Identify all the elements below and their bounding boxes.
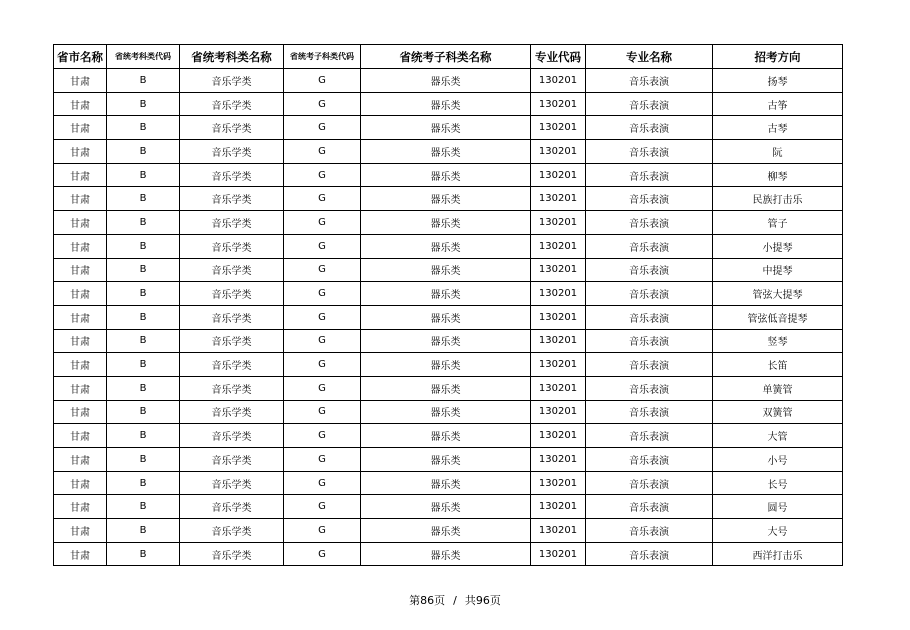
cell-category-name: 音乐学类 (180, 305, 284, 329)
cell-category-code: B (107, 282, 180, 306)
cell-major-code: 130201 (531, 519, 586, 543)
cell-subcategory-name: 器乐类 (361, 116, 531, 140)
cell-category-name: 音乐学类 (180, 234, 284, 258)
cell-subcategory-code: G (284, 329, 361, 353)
cell-category-name: 音乐学类 (180, 329, 284, 353)
cell-province: 甘肃 (54, 448, 107, 472)
cell-subcategory-code: G (284, 495, 361, 519)
cell-province: 甘肃 (54, 376, 107, 400)
table-row (54, 140, 843, 164)
cell-subcategory-name: 器乐类 (361, 400, 531, 424)
cell-subcategory-code: G (284, 258, 361, 282)
cell-subcategory-name: 器乐类 (361, 163, 531, 187)
cell-major-code: 130201 (531, 448, 586, 472)
cell-major-code: 130201 (531, 305, 586, 329)
cell-category-name: 音乐学类 (180, 448, 284, 472)
cell-direction: 中提琴 (713, 258, 843, 282)
cell-subcategory-name: 器乐类 (361, 211, 531, 235)
table-row (54, 376, 843, 400)
cell-category-code: B (107, 424, 180, 448)
cell-subcategory-code: G (284, 69, 361, 93)
cell-subcategory-code: G (284, 163, 361, 187)
header-province: 省市名称 (54, 45, 107, 69)
table-row (54, 400, 843, 424)
cell-province: 甘肃 (54, 471, 107, 495)
cell-category-code: B (107, 140, 180, 164)
cell-category-name: 音乐学类 (180, 140, 284, 164)
cell-major-code: 130201 (531, 92, 586, 116)
cell-major-code: 130201 (531, 163, 586, 187)
cell-direction: 西洋打击乐 (713, 542, 843, 566)
table-row (54, 211, 843, 235)
cell-category-name: 音乐学类 (180, 258, 284, 282)
cell-province: 甘肃 (54, 258, 107, 282)
table-row (54, 495, 843, 519)
cell-direction: 长号 (713, 471, 843, 495)
cell-direction: 小号 (713, 448, 843, 472)
cell-category-code: B (107, 495, 180, 519)
cell-major-name: 音乐表演 (586, 519, 713, 543)
cell-major-code: 130201 (531, 258, 586, 282)
cell-category-name: 音乐学类 (180, 353, 284, 377)
cell-category-name: 音乐学类 (180, 116, 284, 140)
table-body (54, 69, 843, 566)
cell-category-name: 音乐学类 (180, 471, 284, 495)
cell-category-name: 音乐学类 (180, 69, 284, 93)
cell-subcategory-name: 器乐类 (361, 353, 531, 377)
data-table (53, 44, 843, 566)
cell-major-code: 130201 (531, 329, 586, 353)
cell-category-name: 音乐学类 (180, 211, 284, 235)
cell-subcategory-code: G (284, 187, 361, 211)
cell-major-code: 130201 (531, 424, 586, 448)
cell-major-name: 音乐表演 (586, 471, 713, 495)
cell-subcategory-name: 器乐类 (361, 542, 531, 566)
cell-category-code: B (107, 329, 180, 353)
cell-category-name: 音乐学类 (180, 163, 284, 187)
cell-subcategory-name: 器乐类 (361, 69, 531, 93)
cell-category-name: 音乐学类 (180, 187, 284, 211)
cell-major-name: 音乐表演 (586, 258, 713, 282)
table-row (54, 542, 843, 566)
table-row (54, 69, 843, 93)
cell-subcategory-code: G (284, 211, 361, 235)
cell-major-name: 音乐表演 (586, 282, 713, 306)
cell-subcategory-code: G (284, 376, 361, 400)
cell-subcategory-name: 器乐类 (361, 519, 531, 543)
table-row (54, 424, 843, 448)
table-row (54, 116, 843, 140)
cell-major-name: 音乐表演 (586, 424, 713, 448)
cell-subcategory-code: G (284, 542, 361, 566)
cell-province: 甘肃 (54, 211, 107, 235)
cell-category-code: B (107, 305, 180, 329)
cell-major-name: 音乐表演 (586, 116, 713, 140)
page-current: 第86页 (409, 594, 446, 607)
cell-province: 甘肃 (54, 400, 107, 424)
cell-subcategory-name: 器乐类 (361, 92, 531, 116)
cell-major-name: 音乐表演 (586, 234, 713, 258)
cell-direction: 柳琴 (713, 163, 843, 187)
cell-major-code: 130201 (531, 140, 586, 164)
cell-subcategory-name: 器乐类 (361, 448, 531, 472)
cell-category-code: B (107, 234, 180, 258)
cell-direction: 古筝 (713, 92, 843, 116)
cell-subcategory-code: G (284, 400, 361, 424)
cell-subcategory-name: 器乐类 (361, 187, 531, 211)
cell-category-name: 音乐学类 (180, 495, 284, 519)
cell-major-name: 音乐表演 (586, 376, 713, 400)
cell-major-code: 130201 (531, 495, 586, 519)
cell-subcategory-code: G (284, 116, 361, 140)
table-row (54, 305, 843, 329)
cell-category-name: 音乐学类 (180, 376, 284, 400)
cell-category-code: B (107, 400, 180, 424)
cell-province: 甘肃 (54, 495, 107, 519)
cell-category-name: 音乐学类 (180, 400, 284, 424)
cell-direction: 扬琴 (713, 69, 843, 93)
cell-direction: 管弦低音提琴 (713, 305, 843, 329)
cell-major-code: 130201 (531, 234, 586, 258)
cell-subcategory-name: 器乐类 (361, 424, 531, 448)
cell-major-name: 音乐表演 (586, 140, 713, 164)
cell-subcategory-name: 器乐类 (361, 282, 531, 306)
cell-major-code: 130201 (531, 116, 586, 140)
cell-province: 甘肃 (54, 163, 107, 187)
cell-major-code: 130201 (531, 400, 586, 424)
cell-subcategory-code: G (284, 305, 361, 329)
cell-category-code: B (107, 211, 180, 235)
cell-province: 甘肃 (54, 92, 107, 116)
cell-direction: 古琴 (713, 116, 843, 140)
cell-direction: 大管 (713, 424, 843, 448)
cell-major-code: 130201 (531, 187, 586, 211)
cell-category-code: B (107, 163, 180, 187)
cell-major-name: 音乐表演 (586, 69, 713, 93)
cell-direction: 管弦大提琴 (713, 282, 843, 306)
page-total: 共96页 (464, 594, 501, 607)
table-row (54, 163, 843, 187)
cell-major-code: 130201 (531, 69, 586, 93)
cell-province: 甘肃 (54, 140, 107, 164)
cell-major-code: 130201 (531, 471, 586, 495)
header-category-code: 省统考科类代码 (107, 45, 180, 69)
cell-category-code: B (107, 471, 180, 495)
header-subcategory-name: 省统考子科类名称 (361, 45, 531, 69)
cell-major-name: 音乐表演 (586, 400, 713, 424)
cell-major-name: 音乐表演 (586, 448, 713, 472)
cell-direction: 圆号 (713, 495, 843, 519)
cell-province: 甘肃 (54, 234, 107, 258)
cell-category-code: B (107, 187, 180, 211)
table-row (54, 92, 843, 116)
cell-subcategory-code: G (284, 424, 361, 448)
cell-direction: 双簧管 (713, 400, 843, 424)
header-major-code: 专业代码 (531, 45, 586, 69)
table-row (54, 329, 843, 353)
cell-province: 甘肃 (54, 542, 107, 566)
table-row (54, 353, 843, 377)
header-subcategory-code: 省统考子科类代码 (284, 45, 361, 69)
cell-subcategory-name: 器乐类 (361, 258, 531, 282)
cell-major-name: 音乐表演 (586, 187, 713, 211)
cell-category-code: B (107, 376, 180, 400)
cell-subcategory-code: G (284, 92, 361, 116)
cell-direction: 民族打击乐 (713, 187, 843, 211)
cell-category-name: 音乐学类 (180, 542, 284, 566)
cell-major-name: 音乐表演 (586, 495, 713, 519)
cell-category-code: B (107, 353, 180, 377)
cell-category-code: B (107, 116, 180, 140)
cell-direction: 单簧管 (713, 376, 843, 400)
cell-category-code: B (107, 519, 180, 543)
cell-direction: 管子 (713, 211, 843, 235)
cell-major-name: 音乐表演 (586, 163, 713, 187)
cell-subcategory-code: G (284, 282, 361, 306)
cell-direction: 大号 (713, 519, 843, 543)
cell-province: 甘肃 (54, 69, 107, 93)
cell-category-name: 音乐学类 (180, 92, 284, 116)
table-row (54, 187, 843, 211)
cell-subcategory-code: G (284, 140, 361, 164)
cell-subcategory-name: 器乐类 (361, 471, 531, 495)
cell-subcategory-code: G (284, 519, 361, 543)
cell-subcategory-name: 器乐类 (361, 234, 531, 258)
header-direction: 招考方向 (713, 45, 843, 69)
cell-major-name: 音乐表演 (586, 211, 713, 235)
table-row (54, 519, 843, 543)
cell-subcategory-name: 器乐类 (361, 305, 531, 329)
cell-direction: 竖琴 (713, 329, 843, 353)
cell-province: 甘肃 (54, 282, 107, 306)
cell-direction: 长笛 (713, 353, 843, 377)
cell-province: 甘肃 (54, 116, 107, 140)
cell-province: 甘肃 (54, 305, 107, 329)
cell-major-code: 130201 (531, 211, 586, 235)
header-major-name: 专业名称 (586, 45, 713, 69)
cell-major-code: 130201 (531, 353, 586, 377)
cell-category-code: B (107, 448, 180, 472)
table-row (54, 234, 843, 258)
table-row (54, 282, 843, 306)
cell-subcategory-code: G (284, 353, 361, 377)
cell-category-code: B (107, 258, 180, 282)
cell-direction: 阮 (713, 140, 843, 164)
cell-major-name: 音乐表演 (586, 542, 713, 566)
cell-major-name: 音乐表演 (586, 92, 713, 116)
cell-major-code: 130201 (531, 542, 586, 566)
cell-category-name: 音乐学类 (180, 519, 284, 543)
cell-category-name: 音乐学类 (180, 282, 284, 306)
cell-direction: 小提琴 (713, 234, 843, 258)
header-row (54, 45, 843, 69)
cell-subcategory-code: G (284, 234, 361, 258)
cell-province: 甘肃 (54, 424, 107, 448)
cell-category-code: B (107, 542, 180, 566)
cell-category-name: 音乐学类 (180, 424, 284, 448)
page-footer (0, 592, 910, 608)
page-separator: / (453, 594, 457, 607)
cell-subcategory-name: 器乐类 (361, 329, 531, 353)
table-row (54, 258, 843, 282)
cell-subcategory-name: 器乐类 (361, 140, 531, 164)
cell-province: 甘肃 (54, 329, 107, 353)
cell-major-code: 130201 (531, 282, 586, 306)
header-category-name: 省统考科类名称 (180, 45, 284, 69)
cell-subcategory-name: 器乐类 (361, 376, 531, 400)
cell-category-code: B (107, 69, 180, 93)
cell-major-name: 音乐表演 (586, 305, 713, 329)
cell-subcategory-code: G (284, 471, 361, 495)
cell-province: 甘肃 (54, 353, 107, 377)
cell-major-name: 音乐表演 (586, 329, 713, 353)
cell-province: 甘肃 (54, 187, 107, 211)
cell-subcategory-name: 器乐类 (361, 495, 531, 519)
table-row (54, 471, 843, 495)
cell-major-code: 130201 (531, 376, 586, 400)
cell-category-code: B (107, 92, 180, 116)
cell-major-name: 音乐表演 (586, 353, 713, 377)
table-row (54, 448, 843, 472)
cell-subcategory-code: G (284, 448, 361, 472)
cell-province: 甘肃 (54, 519, 107, 543)
